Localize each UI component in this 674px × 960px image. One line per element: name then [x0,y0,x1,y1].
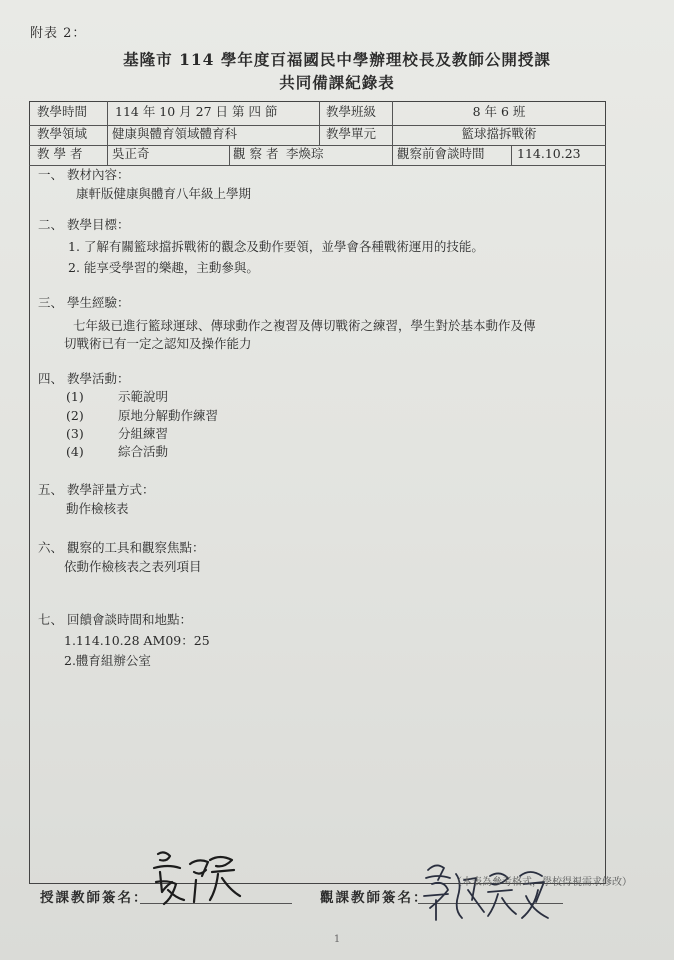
table-col-divider [511,145,512,165]
activity-text: 分組練習 [118,426,169,441]
table-col-divider [107,101,108,145]
activity-text: 示範說明 [118,389,169,404]
section-3-line-1: 七年級已進行籃球運球、傳球動作之複習及傳切戰術之練習，學生對於基本動作及傳 [73,318,536,333]
domain-label: 教學領域 [37,126,88,141]
form-note: （本表為參考格式，學校得視需求修改） [452,877,632,888]
document-subtitle: 共同備課紀錄表 [279,73,395,92]
section-7-title: 七、 回饋會談時間和地點： [38,612,192,627]
page-number: 1 [333,934,341,945]
teacher-label: 教 學 者 [37,146,83,161]
class-label: 教學班級 [326,104,377,119]
table-col-divider [107,145,108,165]
section-6-text: 依動作檢核表之表列項目 [64,559,202,574]
section-2-goal-1: 1. 了解有關籃球擋拆戰術的觀念及動作要領，並學會各種戰術運用的技能。 [68,239,484,254]
activity-num: (2) [66,408,84,423]
appendix-label: 附表 2： [30,26,87,41]
section-1-title: 一、 教材內容： [38,167,130,182]
document-title: 基隆市 114 學年度百福國民中學辦理校長及教師公開授課 [123,50,551,69]
pre-talk-label: 觀察前會談時間 [397,146,485,161]
class-value: 8 年 6 班 [472,104,526,119]
activity-text: 原地分解動作練習 [118,408,219,423]
activity-num: (4) [66,444,84,459]
section-2-goal-2: 2. 能享受學習的樂趣，主動參與。 [68,260,259,275]
table-col-divider [392,145,393,165]
section-5-text: 動作檢核表 [66,501,129,516]
teach-time-value: 114 年 10 月 27 日 第 四 節 [115,104,278,119]
unit-label: 教學單元 [326,126,377,141]
table-col-divider [229,145,230,165]
observer-value: 李煥琮 [286,146,324,161]
observer-label: 觀 察 者 [233,146,279,161]
activity-num: (3) [66,426,84,441]
teacher-value: 吳正奇 [112,146,150,161]
section-4-title: 四、 教學活動： [38,371,130,386]
pre-talk-value: 114.10.23 [517,146,581,161]
section-2-title: 二、 教學目標： [38,217,130,232]
observer-signature [418,856,558,928]
section-7-place: 2.體育組辦公室 [64,653,151,668]
domain-value: 健康與體育領域體育科 [112,126,238,141]
section-6-title: 六、 觀察的工具和觀察焦點： [38,540,205,555]
activity-text: 綜合活動 [118,444,169,459]
teach-time-label: 教學時間 [37,104,88,119]
section-3-line-2: 切戰術已有一定之認知及操作能力 [64,336,252,351]
section-7-time: 1.114.10.28 AM09：25 [64,633,210,648]
teacher-sign-label: 授課教師簽名： [40,890,149,906]
teacher-signature [150,846,245,912]
section-1-text: 康軒版健康與體育八年級上學期 [76,186,252,201]
section-3-title: 三、 學生經驗： [38,295,130,310]
section-5-title: 五、 教學評量方式： [38,482,155,497]
activity-num: (1) [66,389,84,404]
unit-value: 籃球擋拆戰術 [461,126,537,141]
table-col-divider [319,101,320,145]
observer-sign-label: 觀課教師簽名： [320,890,429,906]
